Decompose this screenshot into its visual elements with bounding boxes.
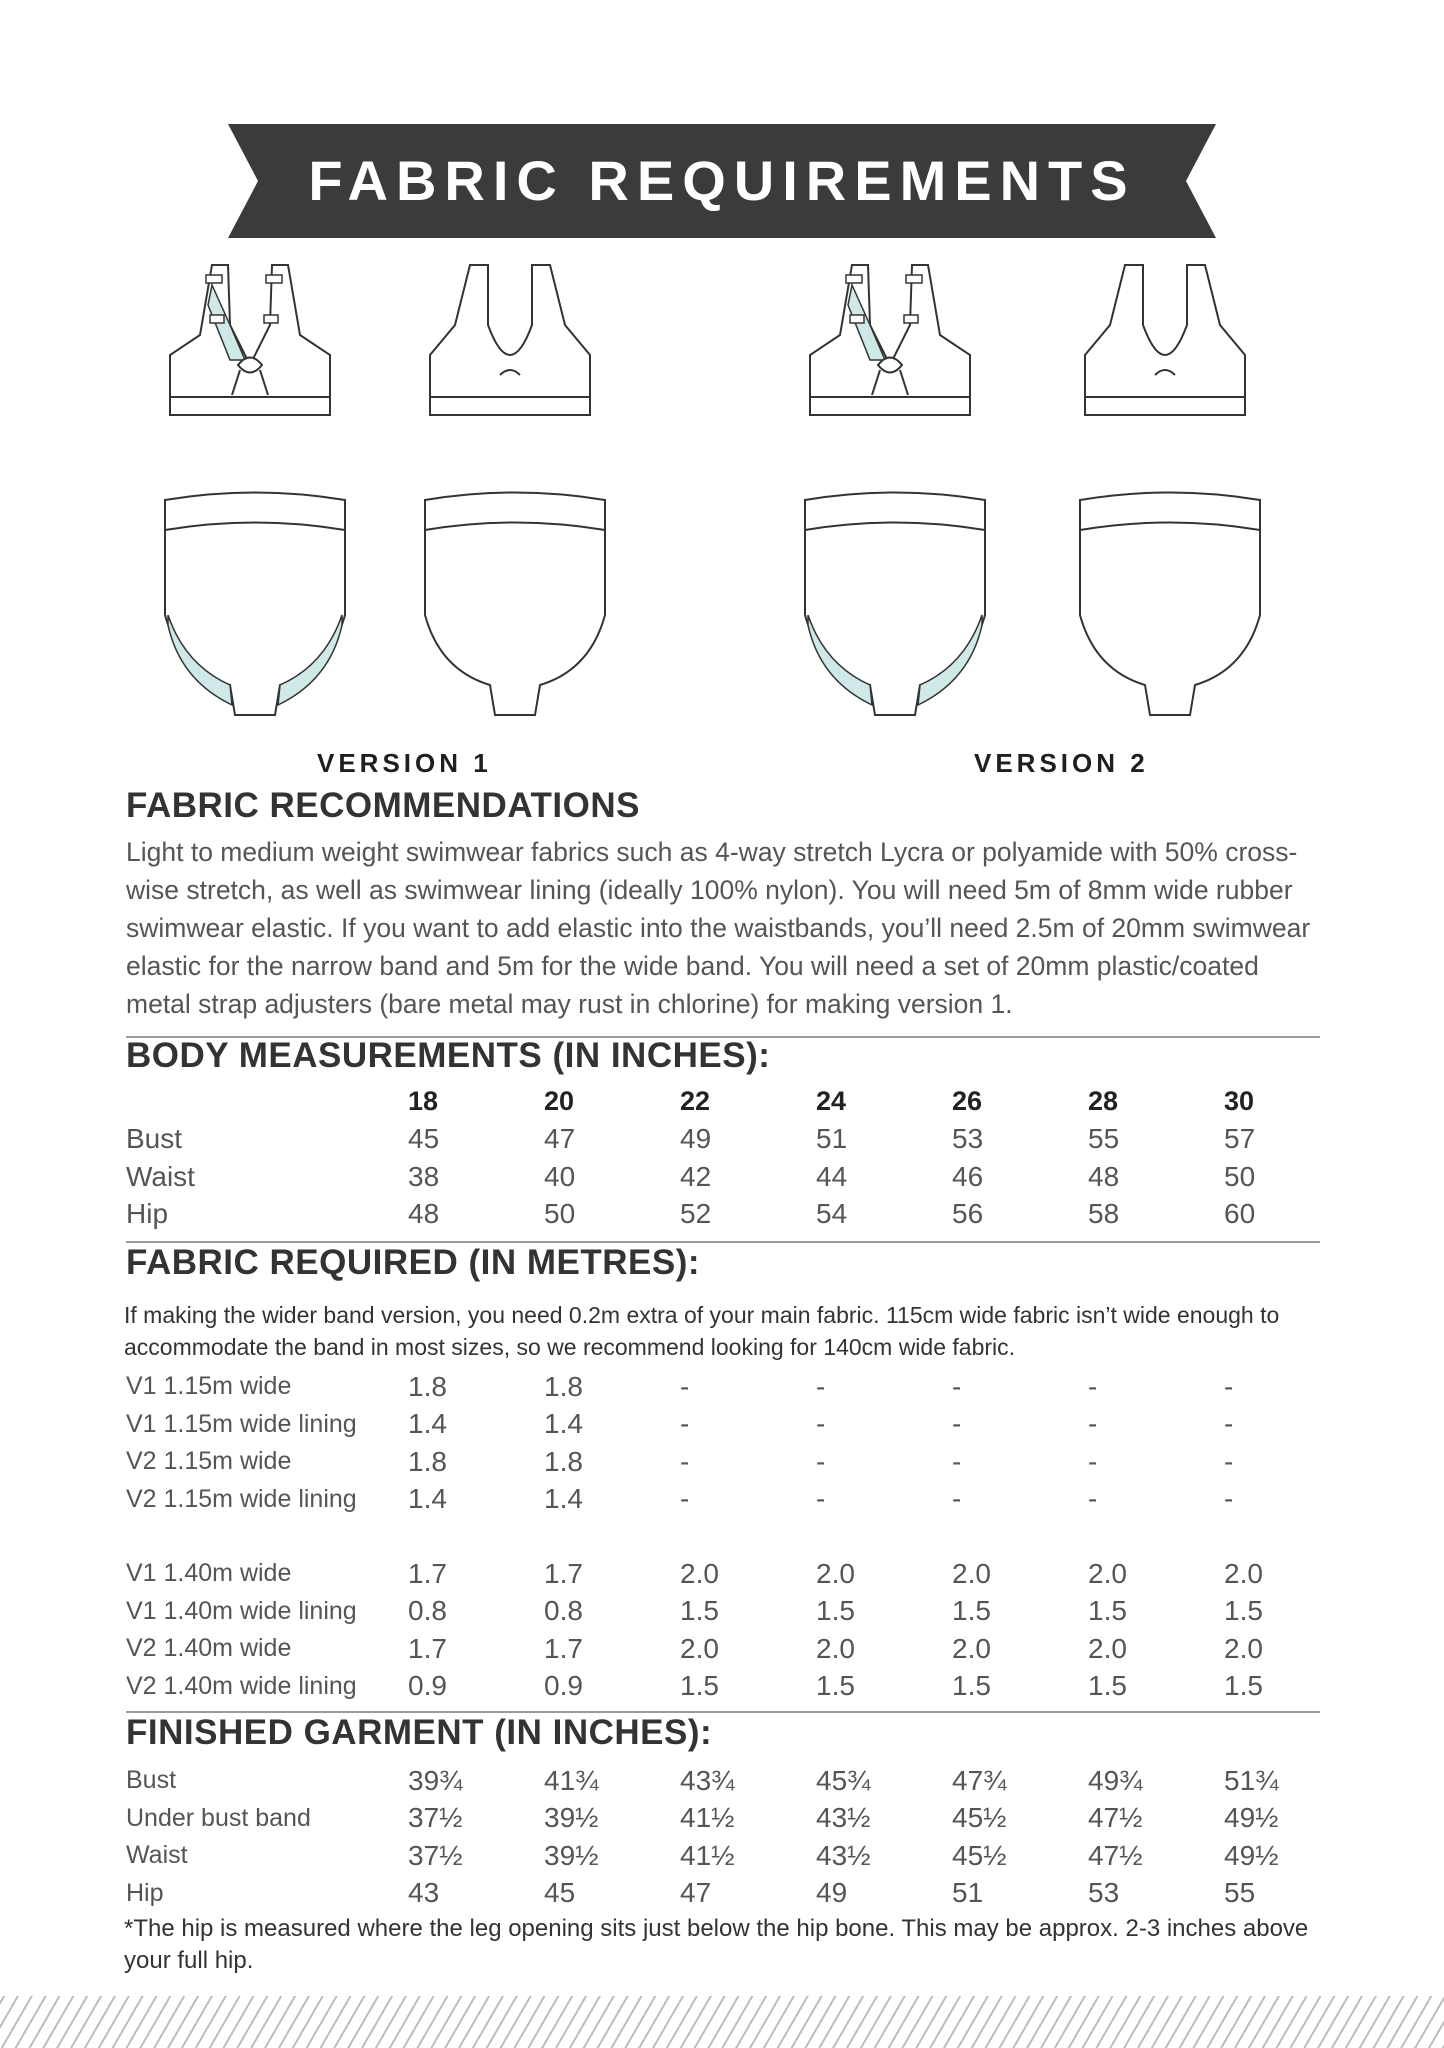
table-row [126,1800,1360,1838]
row-label: V2 1.40m wide lining [126,1671,357,1700]
cell: 49 [816,1877,848,1909]
cell: 42 [680,1160,712,1192]
cell: 48 [408,1198,440,1230]
table-row [126,1121,1360,1159]
cell: 46 [952,1160,984,1192]
size-header: 26 [952,1086,983,1117]
cell: 1.5 [816,1670,855,1702]
cell: - [1088,1483,1098,1515]
cell: 49¾ [1088,1764,1143,1796]
cell: 1.8 [544,1445,583,1477]
cell: 39¾ [408,1764,463,1796]
body-measurements-table [126,1083,1360,1233]
cell: 45½ [952,1802,1007,1834]
cell: 47 [680,1877,712,1909]
page-title: FABRIC REQUIREMENTS [308,149,1136,212]
cell: 47 [544,1123,576,1155]
size-header: 22 [680,1086,711,1117]
cell: - [680,1408,690,1440]
cell: - [816,1370,826,1402]
cell: 1.4 [408,1408,447,1440]
cell: 55 [1224,1877,1256,1909]
recommendations-text: Light to medium weight swimwear fabrics such as 4-way stretch Lycra or polyamide with 50% cross-wise stretch, as well as swimwear lining (ideally 100% nylon). You will need 5m of 8mm wide rubber swimwear elastic. If you want to add elastic into the waistbands, you’ll need 2.5m of 20mm swimwear elastic for the narrow band and 5m for the wide band. You will need a set of 20mm plastic/coated metal strap adjusters (bare metal may rust in chlorine) for making version 1. [126,837,1311,1019]
version-1-label: VERSION 1 [317,748,492,778]
cell: 40 [544,1160,576,1192]
cell: 52 [680,1198,712,1230]
bikini-top-back-v1 [430,265,590,415]
row-label: Waist [126,1841,188,1870]
size-header: 18 [408,1086,439,1117]
row-label: Bust [126,1766,177,1795]
size-header: 28 [1088,1086,1119,1117]
table-row [126,1668,1360,1706]
size-header: 24 [816,1086,847,1117]
cell: 0.9 [408,1670,447,1702]
cell: 41¾ [544,1764,599,1796]
bikini-bottom-front-v2 [805,493,985,716]
cell: - [952,1445,962,1477]
table-row [126,1630,1360,1668]
cell: - [952,1370,962,1402]
fabric-required-table [126,1368,1360,1705]
cell: 0.8 [544,1595,583,1627]
cell: - [1224,1445,1234,1477]
cell: 2.0 [952,1632,991,1664]
cell: 43¾ [680,1764,735,1796]
cell: 1.7 [544,1632,583,1664]
cell: 1.7 [408,1557,447,1589]
cell: 0.9 [544,1670,583,1702]
size-header-row [126,1083,1360,1121]
cell: 1.4 [544,1408,583,1440]
cell: 2.0 [1088,1557,1127,1589]
row-label: Hip [126,1878,164,1907]
table-row [126,1196,1360,1234]
cell: 1.8 [408,1445,447,1477]
fabric-required-heading: FABRIC REQUIRED (IN METRES): [126,1243,700,1282]
cell: 37½ [408,1802,463,1834]
finished-garment-heading: FINISHED GARMENT (IN INCHES): [126,1713,713,1752]
cell: 41½ [680,1839,735,1871]
version-2-label: VERSION 2 [974,748,1149,778]
table-row [126,1368,1360,1406]
table-row [126,1406,1360,1444]
bikini-bottom-back-v2 [1080,493,1260,716]
cell: - [1224,1408,1234,1440]
table-row [126,1875,1360,1913]
cell: - [952,1483,962,1515]
title-banner [228,124,1216,238]
cell: - [1088,1408,1098,1440]
cell: 1.8 [408,1370,447,1402]
cell: 2.0 [816,1632,855,1664]
cell: 1.5 [1224,1670,1263,1702]
cell: 56 [952,1198,984,1230]
cell: 53 [952,1123,984,1155]
cell: - [680,1445,690,1477]
cell: 39½ [544,1839,599,1871]
cell: 47½ [1088,1802,1143,1834]
table-row [126,1481,1360,1519]
cell: 41½ [680,1802,735,1834]
row-label: V1 1.15m wide [126,1372,292,1401]
body-measurements-heading: BODY MEASUREMENTS (IN INCHES): [126,1036,771,1075]
cell: 39½ [544,1802,599,1834]
footnote: *The hip is measured where the leg opening sits just below the hip bone. This may be approx. 2-3 inches above your full hip. [124,1915,1309,1974]
cell: 47½ [1088,1839,1143,1871]
cell: - [680,1370,690,1402]
fabric-required-note: If making the wider band version, you need 0.2m extra of your main fabric. 115cm wide fabric isn’t wide enough to accommodate the band in most sizes, so we recommend looking for 140cm wide fabric. [124,1302,1280,1360]
cell: 2.0 [1224,1557,1263,1589]
cell: 1.5 [952,1595,991,1627]
cell: 2.0 [680,1632,719,1664]
cell: - [1088,1370,1098,1402]
cell: 45¾ [816,1764,871,1796]
cell: - [816,1445,826,1477]
cell: 1.5 [1088,1670,1127,1702]
cell: 53 [1088,1877,1120,1909]
cell: 1.5 [680,1670,719,1702]
table-row [126,1443,1360,1481]
cell: 49½ [1224,1802,1279,1834]
cell: 37½ [408,1839,463,1871]
table-row [126,1837,1360,1875]
cell: 49½ [1224,1839,1279,1871]
cell: 45 [544,1877,576,1909]
cell: - [680,1483,690,1515]
row-label: V2 1.15m wide lining [126,1484,357,1513]
cell: 45 [408,1123,440,1155]
row-label: Hip [126,1198,169,1230]
row-label: V1 1.15m wide lining [126,1409,357,1438]
cell: 2.0 [680,1557,719,1589]
spacer-row [126,1518,1360,1555]
recommendations-heading: FABRIC RECOMMENDATIONS [126,786,640,825]
cell: 57 [1224,1123,1256,1155]
cell: 1.4 [408,1483,447,1515]
size-header: 20 [544,1086,575,1117]
cell: 2.0 [1224,1632,1263,1664]
cell: 54 [816,1198,848,1230]
cell: 1.7 [544,1557,583,1589]
bikini-bottom-back-v1 [425,493,605,716]
row-label: V2 1.40m wide [126,1634,292,1663]
cell: 1.8 [544,1370,583,1402]
cell: 1.5 [1224,1595,1263,1627]
row-label: V1 1.40m wide [126,1559,292,1588]
cell: 2.0 [1088,1632,1127,1664]
cell: 0.8 [408,1595,447,1627]
cell: 1.7 [408,1632,447,1664]
row-label: Waist [126,1160,195,1192]
cell: - [1088,1445,1098,1477]
cell: 55 [1088,1123,1120,1155]
bikini-top-front-v2 [810,265,970,415]
cell: 2.0 [952,1557,991,1589]
cell: - [816,1483,826,1515]
cell: 1.5 [952,1670,991,1702]
cell: 49 [680,1123,712,1155]
cell: 58 [1088,1198,1120,1230]
bikini-top-back-v2 [1085,265,1245,415]
finished-garment-table [126,1762,1360,1912]
cell: 47¾ [952,1764,1007,1796]
hatched-footer-strip [0,1996,1444,2048]
cell: 48 [1088,1160,1120,1192]
row-label: V2 1.15m wide [126,1447,292,1476]
bikini-bottom-front-v1 [165,493,345,716]
cell: 43½ [816,1802,871,1834]
table-row [126,1158,1360,1196]
cell: 50 [544,1198,576,1230]
cell: 43½ [816,1839,871,1871]
cell: 43 [408,1877,440,1909]
table-row [126,1555,1360,1593]
cell: 38 [408,1160,440,1192]
cell: 1.5 [1088,1595,1127,1627]
row-label: V1 1.40m wide lining [126,1596,357,1625]
cell: - [952,1408,962,1440]
cell: 45½ [952,1839,1007,1871]
garment-illustrations [150,255,1300,725]
cell: 1.5 [680,1595,719,1627]
row-label: Under bust band [126,1803,311,1832]
cell: - [1224,1370,1234,1402]
cell: 51¾ [1224,1764,1279,1796]
cell: 60 [1224,1198,1256,1230]
cell: - [816,1408,826,1440]
size-header: 30 [1224,1086,1255,1117]
cell: 2.0 [816,1557,855,1589]
cell: - [1224,1483,1234,1515]
cell: 51 [816,1123,848,1155]
row-label: Bust [126,1123,183,1155]
cell: 1.4 [544,1483,583,1515]
cell: 51 [952,1877,984,1909]
table-row [126,1593,1360,1631]
table-row [126,1762,1360,1800]
cell: 1.5 [816,1595,855,1627]
cell: 50 [1224,1160,1256,1192]
bikini-top-front-v1 [170,265,330,415]
cell: 44 [816,1160,848,1192]
